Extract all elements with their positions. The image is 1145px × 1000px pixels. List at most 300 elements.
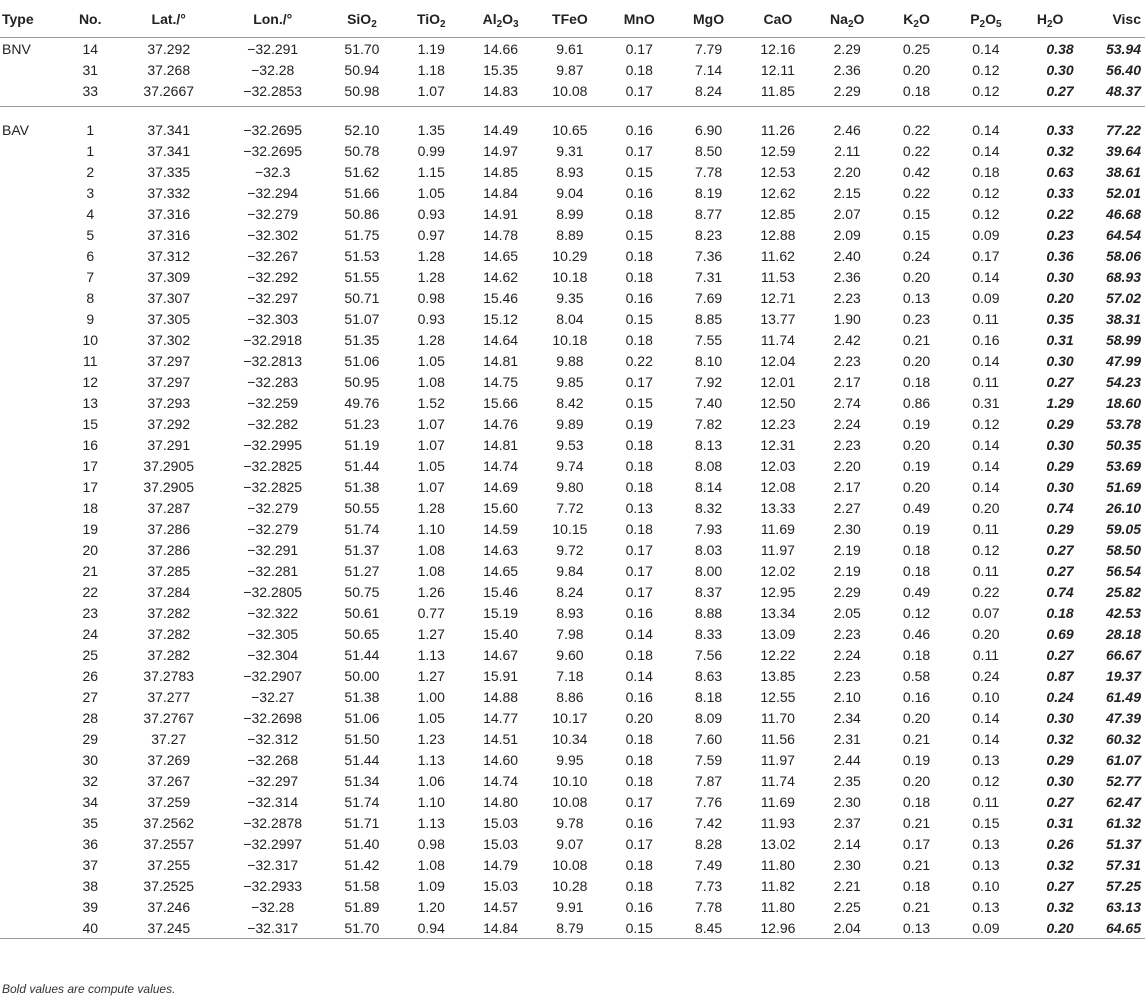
cell-mno: 0.18 <box>625 61 653 78</box>
cell-tio2: 1.28 <box>417 331 445 348</box>
cell-visc: 52.01 <box>1105 184 1141 201</box>
cell-al2o3: 14.81 <box>483 436 519 453</box>
cell-al2o3: 14.75 <box>483 373 519 390</box>
cell-tfeo: 9.88 <box>556 352 584 369</box>
cell-type <box>0 455 61 476</box>
cell-mgo: 7.36 <box>694 247 723 264</box>
table-row <box>0 602 1145 623</box>
cell-lat: 37.268 <box>147 61 191 78</box>
cell-tio2: 1.07 <box>417 82 445 99</box>
cell-visc: 56.40 <box>1105 61 1141 78</box>
cell-visc: 50.35 <box>1105 436 1141 453</box>
header-type: Type <box>0 0 61 38</box>
cell-al2o3: 14.80 <box>483 793 519 810</box>
cell-lat: 37.2905 <box>143 478 195 495</box>
cell-tio2: 1.05 <box>417 457 445 474</box>
cell-h2o: 0.30 <box>1046 709 1074 726</box>
cell-p2o5: 0.16 <box>972 331 1000 348</box>
cell-visc: 62.47 <box>1105 793 1141 810</box>
cell-type <box>0 749 61 770</box>
cell-cao: 12.08 <box>760 478 796 495</box>
cell-p2o5: 0.14 <box>972 121 1000 138</box>
cell-k2o: 0.24 <box>902 247 931 264</box>
cell-tfeo: 9.85 <box>556 373 584 390</box>
cell-no: 27 <box>82 688 99 705</box>
cell-al2o3: 14.65 <box>483 247 519 264</box>
cell-h2o: 0.30 <box>1046 478 1074 495</box>
cell-p2o5: 0.24 <box>972 667 1000 684</box>
cell-sio2: 51.06 <box>344 352 380 369</box>
cell-visc: 57.25 <box>1105 877 1141 894</box>
cell-na2o: 2.30 <box>833 520 861 537</box>
cell-al2o3: 15.91 <box>483 667 519 684</box>
cell-tfeo: 9.53 <box>556 436 584 453</box>
cell-type <box>0 770 61 791</box>
cell-lon: −32.302 <box>247 226 299 243</box>
cell-na2o: 2.11 <box>834 142 861 159</box>
cell-lon: −32.28 <box>251 61 295 78</box>
cell-k2o: 0.20 <box>902 709 931 726</box>
cell-cao: 11.53 <box>760 268 795 285</box>
cell-type <box>0 917 61 938</box>
cell-cao: 12.85 <box>760 205 796 222</box>
cell-h2o: 0.32 <box>1046 856 1074 873</box>
table-row <box>0 59 1145 80</box>
table-row <box>0 224 1145 245</box>
cell-cao: 11.69 <box>760 520 795 537</box>
cell-lon: −32.314 <box>247 793 299 810</box>
cell-lat: 37.312 <box>147 247 191 264</box>
cell-h2o: 0.30 <box>1046 772 1074 789</box>
cell-cao: 12.03 <box>760 457 796 474</box>
cell-tio2: 1.08 <box>417 562 445 579</box>
cell-visc: 66.67 <box>1105 646 1141 663</box>
table-row <box>0 686 1145 707</box>
cell-cao: 12.01 <box>760 373 796 390</box>
cell-mno: 0.18 <box>625 520 653 537</box>
cell-p2o5: 0.09 <box>972 226 1000 243</box>
table-row <box>0 38 1145 60</box>
cell-lat: 37.316 <box>147 205 191 222</box>
cell-k2o: 0.21 <box>902 730 931 747</box>
cell-visc: 26.10 <box>1105 499 1141 516</box>
cell-no: 25 <box>82 646 99 663</box>
cell-tfeo: 10.17 <box>552 709 588 726</box>
cell-tfeo: 9.35 <box>556 289 584 306</box>
cell-na2o: 2.29 <box>833 583 861 600</box>
cell-type <box>0 833 61 854</box>
cell-lon: −32.3 <box>255 163 291 180</box>
cell-p2o5: 0.31 <box>972 394 1000 411</box>
cell-visc: 38.61 <box>1105 163 1141 180</box>
cell-na2o: 2.29 <box>833 40 861 57</box>
cell-lat: 37.302 <box>147 331 191 348</box>
cell-na2o: 2.23 <box>833 667 861 684</box>
cell-lat: 37.316 <box>147 226 191 243</box>
cell-visc: 54.23 <box>1105 373 1141 390</box>
cell-mgo: 7.76 <box>694 793 723 810</box>
cell-type <box>0 161 61 182</box>
cell-sio2: 51.37 <box>344 541 380 558</box>
cell-sio2: 51.23 <box>344 415 380 432</box>
cell-lat: 37.286 <box>147 541 191 558</box>
cell-lon: −32.2918 <box>243 331 303 348</box>
cell-k2o: 0.19 <box>902 520 931 537</box>
cell-visc: 25.82 <box>1105 583 1141 600</box>
cell-h2o: 0.33 <box>1046 184 1074 201</box>
cell-sio2: 51.19 <box>344 436 380 453</box>
cell-cao: 12.16 <box>760 40 796 57</box>
cell-k2o: 0.23 <box>902 310 931 327</box>
cell-tfeo: 7.18 <box>556 667 584 684</box>
header-lat: Lat./° <box>119 0 218 38</box>
cell-cao: 11.85 <box>760 82 795 99</box>
cell-lat: 37.269 <box>147 751 191 768</box>
cell-mgo: 7.40 <box>694 394 723 411</box>
cell-h2o: 0.24 <box>1046 688 1074 705</box>
cell-tio2: 1.13 <box>417 814 445 831</box>
cell-p2o5: 0.12 <box>972 82 1000 99</box>
cell-h2o: 0.27 <box>1046 793 1074 810</box>
cell-lon: −32.267 <box>247 247 299 264</box>
cell-na2o: 2.20 <box>833 163 861 180</box>
cell-p2o5: 0.14 <box>972 268 1000 285</box>
cell-al2o3: 15.35 <box>483 61 519 78</box>
cell-h2o: 0.26 <box>1046 835 1074 852</box>
cell-lon: −32.292 <box>247 268 299 285</box>
cell-al2o3: 14.66 <box>483 40 519 57</box>
cell-mno: 0.18 <box>625 730 653 747</box>
cell-type <box>0 59 61 80</box>
table-row <box>0 119 1145 140</box>
cell-al2o3: 15.19 <box>483 604 519 621</box>
cell-h2o: 0.74 <box>1046 499 1074 516</box>
cell-k2o: 0.18 <box>902 877 931 894</box>
cell-p2o5: 0.11 <box>972 373 999 390</box>
cell-tfeo: 9.80 <box>556 478 584 495</box>
cell-na2o: 2.23 <box>833 436 861 453</box>
cell-na2o: 2.09 <box>833 226 861 243</box>
cell-visc: 56.54 <box>1105 562 1141 579</box>
cell-al2o3: 14.84 <box>483 919 519 936</box>
cell-mno: 0.18 <box>625 877 653 894</box>
cell-cao: 11.74 <box>760 772 795 789</box>
cell-visc: 57.31 <box>1105 856 1141 873</box>
cell-lat: 37.285 <box>147 562 191 579</box>
table-row <box>0 791 1145 812</box>
cell-k2o: 0.58 <box>902 667 931 684</box>
cell-h2o: 0.31 <box>1046 331 1074 348</box>
cell-h2o: 0.32 <box>1046 898 1074 915</box>
cell-tio2: 0.98 <box>417 835 445 852</box>
cell-mgo: 7.55 <box>694 331 723 348</box>
cell-mgo: 7.69 <box>694 289 723 306</box>
cell-sio2: 50.98 <box>344 82 380 99</box>
cell-h2o: 0.32 <box>1046 730 1074 747</box>
cell-no: 36 <box>82 835 99 852</box>
cell-al2o3: 14.83 <box>483 82 519 99</box>
cell-p2o5: 0.10 <box>972 877 1000 894</box>
table-row <box>0 266 1145 287</box>
header-sio2: SiO$_2$ <box>327 0 396 38</box>
cell-na2o: 2.46 <box>833 121 861 138</box>
cell-sio2: 51.44 <box>344 751 380 768</box>
cell-type <box>0 266 61 287</box>
cell-h2o: 0.33 <box>1046 121 1074 138</box>
cell-visc: 60.32 <box>1105 730 1141 747</box>
cell-visc: 51.69 <box>1105 478 1141 495</box>
cell-tio2: 1.13 <box>417 646 445 663</box>
cell-sio2: 51.53 <box>344 247 380 264</box>
header-row <box>0 0 1145 38</box>
cell-al2o3: 14.85 <box>483 163 519 180</box>
cell-tfeo: 10.08 <box>552 82 588 99</box>
cell-no: 3 <box>86 184 95 201</box>
cell-tfeo: 10.08 <box>552 793 588 810</box>
cell-sio2: 51.34 <box>344 772 380 789</box>
cell-mno: 0.16 <box>625 289 653 306</box>
cell-tfeo: 8.24 <box>556 583 584 600</box>
cell-lat: 37.335 <box>147 163 191 180</box>
cell-mno: 0.17 <box>625 793 653 810</box>
cell-no: 7 <box>86 268 95 285</box>
cell-no: 28 <box>82 709 99 726</box>
table-row <box>0 455 1145 476</box>
cell-lon: −32.259 <box>247 394 299 411</box>
cell-no: 24 <box>82 625 99 642</box>
cell-p2o5: 0.12 <box>972 184 1000 201</box>
cell-p2o5: 0.13 <box>972 856 1000 873</box>
cell-k2o: 0.18 <box>902 646 931 663</box>
cell-tfeo: 10.28 <box>552 877 588 894</box>
cell-p2o5: 0.18 <box>972 163 1000 180</box>
table-body <box>0 38 1145 939</box>
cell-tfeo: 9.60 <box>556 646 584 663</box>
cell-visc: 61.32 <box>1105 814 1141 831</box>
cell-al2o3: 15.60 <box>483 499 519 516</box>
table-row <box>0 917 1145 938</box>
cell-na2o: 2.29 <box>833 82 861 99</box>
table-row <box>0 539 1145 560</box>
cell-k2o: 0.20 <box>902 436 931 453</box>
cell-visc: 64.54 <box>1105 226 1141 243</box>
cell-k2o: 0.49 <box>902 499 931 516</box>
cell-mgo: 8.10 <box>694 352 723 369</box>
cell-visc: 61.07 <box>1105 751 1141 768</box>
table-row <box>0 770 1145 791</box>
cell-tio2: 1.10 <box>417 793 445 810</box>
cell-tio2: 1.26 <box>417 583 445 600</box>
cell-mno: 0.14 <box>625 667 653 684</box>
cell-no: 20 <box>82 541 99 558</box>
cell-mno: 0.18 <box>625 205 653 222</box>
table-row <box>0 812 1145 833</box>
header-tio2: TiO$_2$ <box>397 0 466 38</box>
cell-tio2: 1.52 <box>417 394 445 411</box>
cell-type <box>0 560 61 581</box>
cell-cao: 12.96 <box>760 919 796 936</box>
header-no: No. <box>61 0 119 38</box>
cell-lat: 37.309 <box>147 268 191 285</box>
cell-visc: 47.39 <box>1105 709 1141 726</box>
cell-mgo: 7.82 <box>694 415 723 432</box>
cell-p2o5: 0.14 <box>972 730 1000 747</box>
cell-tfeo: 9.95 <box>556 751 584 768</box>
cell-mgo: 8.00 <box>694 562 723 579</box>
cell-lon: −32.2695 <box>243 142 303 159</box>
cell-k2o: 0.13 <box>902 919 931 936</box>
cell-al2o3: 14.62 <box>483 268 519 285</box>
cell-mgo: 8.13 <box>694 436 723 453</box>
cell-tio2: 1.08 <box>417 541 445 558</box>
cell-h2o: 0.30 <box>1046 61 1074 78</box>
cell-k2o: 0.42 <box>902 163 931 180</box>
cell-tio2: 0.98 <box>417 289 445 306</box>
cell-mno: 0.17 <box>625 373 653 390</box>
cell-mno: 0.17 <box>625 541 653 558</box>
cell-sio2: 49.76 <box>344 394 380 411</box>
cell-na2o: 2.34 <box>833 709 861 726</box>
cell-mno: 0.16 <box>625 814 653 831</box>
cell-tio2: 1.27 <box>417 625 445 642</box>
cell-h2o: 0.20 <box>1046 919 1074 936</box>
cell-na2o: 2.23 <box>833 352 861 369</box>
cell-mno: 0.17 <box>625 835 653 852</box>
cell-lon: −32.2853 <box>243 82 303 99</box>
table-row <box>0 581 1145 602</box>
cell-p2o5: 0.13 <box>972 751 1000 768</box>
cell-sio2: 51.74 <box>344 793 380 810</box>
cell-na2o: 2.30 <box>833 856 861 873</box>
cell-na2o: 2.74 <box>833 394 861 411</box>
cell-p2o5: 0.12 <box>972 415 1000 432</box>
cell-no: 22 <box>82 583 99 600</box>
cell-p2o5: 0.14 <box>972 352 1000 369</box>
cell-h2o: 1.29 <box>1046 394 1074 411</box>
cell-p2o5: 0.14 <box>972 40 1000 57</box>
cell-al2o3: 14.65 <box>483 562 519 579</box>
table-row <box>0 392 1145 413</box>
cell-lon: −32.304 <box>247 646 299 663</box>
cell-k2o: 0.20 <box>902 268 931 285</box>
cell-al2o3: 15.40 <box>483 625 519 642</box>
cell-tfeo: 8.42 <box>556 394 584 411</box>
cell-na2o: 2.19 <box>833 562 861 579</box>
cell-lon: −32.2805 <box>243 583 303 600</box>
cell-cao: 13.77 <box>760 310 796 327</box>
cell-cao: 11.74 <box>760 331 795 348</box>
cell-type <box>0 644 61 665</box>
cell-mgo: 8.45 <box>694 919 723 936</box>
header-al2o3: $Al_2O_3$ <box>466 0 535 38</box>
cell-tio2: 1.05 <box>417 352 445 369</box>
cell-lon: −32.322 <box>247 604 299 621</box>
cell-lon: −32.2825 <box>243 457 303 474</box>
cell-visc: 58.99 <box>1105 331 1141 348</box>
cell-k2o: 0.18 <box>902 82 931 99</box>
cell-h2o: 0.30 <box>1046 436 1074 453</box>
cell-lon: −32.2695 <box>243 121 303 138</box>
cell-na2o: 2.20 <box>833 457 861 474</box>
cell-h2o: 0.27 <box>1046 562 1074 579</box>
cell-tio2: 1.13 <box>417 751 445 768</box>
cell-mno: 0.18 <box>625 268 653 285</box>
cell-mgo: 7.14 <box>694 61 723 78</box>
cell-mno: 0.15 <box>625 310 653 327</box>
cell-mno: 0.15 <box>625 226 653 243</box>
cell-no: 34 <box>82 793 99 810</box>
cell-mgo: 8.19 <box>694 184 723 201</box>
cell-no: 39 <box>82 898 99 915</box>
cell-mno: 0.16 <box>625 688 653 705</box>
cell-k2o: 0.21 <box>902 898 931 915</box>
cell-mno: 0.18 <box>625 436 653 453</box>
cell-no: 8 <box>86 289 95 306</box>
cell-type <box>0 497 61 518</box>
cell-tfeo: 9.31 <box>556 142 584 159</box>
cell-lon: −32.27 <box>251 688 295 705</box>
cell-mgo: 7.73 <box>694 877 723 894</box>
cell-lon: −32.283 <box>247 373 299 390</box>
cell-no: 37 <box>82 856 99 873</box>
cell-k2o: 0.20 <box>902 61 931 78</box>
cell-tio2: 0.93 <box>417 310 445 327</box>
cell-h2o: 0.35 <box>1046 310 1074 327</box>
cell-lat: 37.2667 <box>143 82 195 99</box>
cell-type <box>0 224 61 245</box>
cell-tio2: 0.97 <box>417 226 445 243</box>
header-lon: Lon./° <box>218 0 327 38</box>
table-row <box>0 203 1145 224</box>
cell-visc: 42.53 <box>1105 604 1141 621</box>
cell-p2o5: 0.22 <box>972 583 1000 600</box>
cell-k2o: 0.19 <box>902 751 931 768</box>
table-row <box>0 497 1145 518</box>
cell-h2o: 0.32 <box>1046 142 1074 159</box>
cell-tio2: 1.35 <box>417 121 445 138</box>
table-row <box>0 350 1145 371</box>
cell-tfeo: 9.04 <box>556 184 584 201</box>
cell-lat: 37.297 <box>147 373 191 390</box>
cell-mgo: 7.31 <box>694 268 723 285</box>
cell-h2o: 0.31 <box>1046 814 1074 831</box>
cell-tfeo: 9.07 <box>556 835 584 852</box>
cell-sio2: 51.62 <box>344 163 380 180</box>
cell-k2o: 0.15 <box>902 226 931 243</box>
cell-tio2: 0.77 <box>417 604 445 621</box>
cell-mno: 0.17 <box>625 82 653 99</box>
cell-type <box>0 392 61 413</box>
cell-mgo: 7.49 <box>694 856 723 873</box>
cell-sio2: 51.55 <box>344 268 380 285</box>
cell-lon: −32.279 <box>247 499 299 516</box>
cell-h2o: 0.29 <box>1046 520 1074 537</box>
cell-type: BAV <box>2 121 29 138</box>
cell-sio2: 50.55 <box>344 499 380 516</box>
cell-mgo: 6.90 <box>694 121 723 138</box>
cell-na2o: 2.42 <box>833 331 861 348</box>
cell-al2o3: 15.12 <box>483 310 519 327</box>
cell-no: 14 <box>82 40 99 57</box>
cell-tio2: 0.99 <box>417 142 445 159</box>
cell-na2o: 2.35 <box>833 772 861 789</box>
cell-visc: 59.05 <box>1105 520 1141 537</box>
table-row <box>0 161 1145 182</box>
table-row <box>0 707 1145 728</box>
cell-tio2: 1.05 <box>417 709 445 726</box>
cell-p2o5: 0.11 <box>972 793 999 810</box>
cell-lon: −32.2997 <box>243 835 303 852</box>
